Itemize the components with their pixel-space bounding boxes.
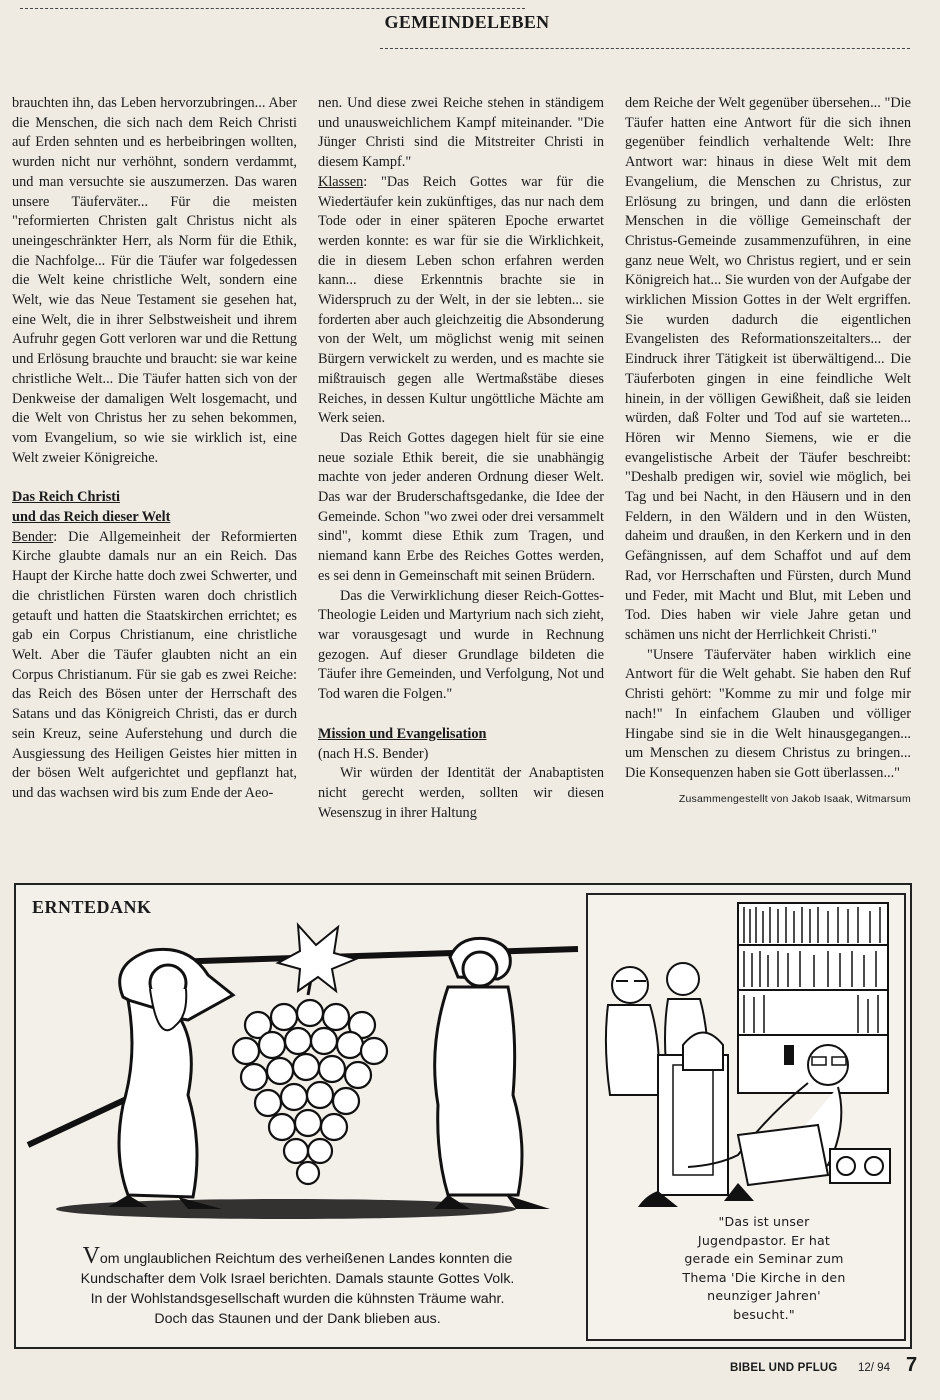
drop-cap: V [82, 1243, 100, 1269]
section-title: GEMEINDELEBEN [384, 12, 550, 32]
caption-line: Thema 'Die Kirche in den [682, 1269, 846, 1285]
paragraph-text: : Die Allgemeinheit der Reformierten Kirche glaubte damals nur an ein Reich. Das Haupt der Kirche hatte doch zwei Schwerter, und die christlichen Fürsten waren doch christlich getauft und hatten die Staatskirchen errichtet; es gab ein Corpus Christianum, eine christliche Welt. Aber die Täufer glaubten nicht an ein Corpus Christianum. Für sie gab es zwei Reiche: das Reich des Bösen unter der Herrschaft des Satans und das Königreich Christi, das er durch sein Kreuz, seine Auferstehung und durch die Ausgiessung des Heiligen Geistes hier mitten in der bösen Welt aufgerichtet und gepflanzt hat, und das wachsen wird bis zum Ende der Aeo- [12, 528, 297, 801]
caption-line: Doch das Staunen und der Dank blieben aus. [154, 1311, 441, 1327]
paragraph: brauchten ihn, das Leben hervorzubringen... Aber die Menschen, die sich nach dem Reich Christi auf Erden sehnten und es herbeibringen wollten, wurden nicht nur verhöhnt, sondern verdammt, und man versuchte sie auszumerzen. Das waren unsere Täuferväter... Für die meisten "reformierten Christen galt Christus nicht als uneingeschränkter Herr, als Norm für die Ethik, die Nachfolge... Für die Täufer war folgedessen die Welt keine christliche Welt, sondern eine Welt, wie das Neue Testament sie gesehen hat, eine Welt, die in ihrer Selbstweisheit und ihrem Aufruhr gegen Gott verloren war und die Rettung und Erlösung brauchte und braucht: sie war keine christliche Welt... Die Täufer hatten sich von der Denkweise der damaligen Welt losgemacht, und die Welt von Christus her zu sehen bekommen, vom Evangelium, so wie sie wirklich ist, eine Welt zweier Königreiche. [12, 95, 297, 466]
page-footer [730, 1354, 920, 1384]
section-subheading: (nach H.S. Bender) [318, 745, 429, 762]
page-number: 7 [906, 1354, 918, 1376]
caption-line: neunziger Jahren' [707, 1288, 821, 1303]
section-header [0, 0, 940, 60]
paragraph: nen. Und diese zwei Reiche stehen in ständigem und unausweichlichem Kampf miteinander. "Die Jünger Christi sind die Mitstreiter Christi in diesem Kampf." [318, 95, 604, 171]
text-column-3 [625, 94, 911, 809]
paragraph: Das die Verwirklichung dieser Reich-Gottes-Theologie Leiden und Martyrium nach sich zieht, war vorausgesagt und wurde in Rechnung gezogen. Auf dieser Grundlage bildeten die Täufer ihre Gemeinden, und Verfolgung, Not und Tod waren die Folgen." [318, 587, 604, 703]
section-heading-reich-christi: Das Reich Christi [12, 489, 121, 506]
caption-line: Jugendpastor. Er hat [697, 1232, 831, 1248]
caption-line: Kundschafter dem Volk Israel berichten. Damals staunte Gottes Volk. [80, 1271, 515, 1287]
header-rule-top [20, 8, 525, 9]
paragraph: dem Reiche der Welt gegenüber übersehen... "Die Täufer hatten eine Antwort für die sich ihnen gegenüber feindlich verhaltende Welt: Ihre Antwort war: hinaus in diese Welt mit dem Evangelium, die Menschen zu Christus, zur Erlösung zu bringen, und dann die erlösten Menschen in die völlige Gemeinschaft der Christus-Gemeinde zusammenzuführen, in eine ganz neue Welt, wo Christus regiert, und er sein Königreich hat... Sie wurden von der Aufgabe der wirklichen Mission Gottes in der Welt ergriffen. Sie wurden dadurch die eigentlichen Evangelisten des Reformationszeitalters... der Eindruck ihrer Tätigkeit ist überwältigend... Die Täuferboten gingen in eine feindliche Welt hinein, in der völligen Gewißheit, daß sie leiden würden, daß Folter und Tod auf sie warteten... Hören wir Menno Siemens, wie er die evangelistische Arbeit der Täufer beschreibt: "Deshalb predigen wir, soviel wie möglich, bei Tag und bei Nacht, in den Häusern und in den Feldern, in den Wäldern und in den Wüsten, daheim und draußen, in den Kerkern und in den Gefängnissen, auf dem Schaffot und auf dem Rad, vor Herrschaften und Fürsten, durch Mund und Feder, mit Macht und Blut, mit Leben und Tod. Dies haben wir viele Jahre getan und schämen uns nicht der Herrlichkeit Christi." [625, 95, 911, 643]
section-heading-reich-welt: und das Reich dieser Welt [12, 509, 171, 526]
paragraph: "Unsere Täuferväter haben wirklich eine Antwort für die Welt gehabt. Sie haben den Ruf Christi gehört: "Komme zu mir und folge mir nach!" In einfachem Glauben und völliger Hingabe sind sie in die Welt hinausgegangen... um Menschen zu diesem Christus zu bringen... Die Konsequenzen haben sie Gott überlassen..." [625, 646, 911, 781]
magazine-name: BIBEL UND PFLUG [730, 1362, 838, 1374]
header-rule-bottom [380, 48, 910, 49]
section-heading-mission: Mission und Evangelisation [318, 725, 487, 742]
youth-pastor-cartoon [588, 895, 904, 1213]
paragraph-gap [12, 468, 297, 488]
paragraph: Wir würden der Identität der Anabaptisten nicht gerecht werden, sollten wir diesen Wesenszug in ihrer Haltung [318, 765, 604, 821]
text-column-2 [318, 94, 604, 823]
paragraph-text: : "Das Reich Gottes war für die Wiedertäufer kein zukünftiges, das nur nach dem Tode oder in einer späteren Epoche erwartet werden konnte: es war für sie die Wirklichkeit, die in diesem Leben schon erfahren werden kann... diese Erkenntnis brachte sie in Widerspruch zu der Welt, in der sie lebten... sie forderten aber auch gleichzeitig die Absonderung von der Welt, um möglichst wenig mit seinen Bürgern verwickelt zu werden, und es machte sie mißtrauisch gegen alle Wertmaßstäbe dieses Reiches, in dessen Kultur ungöttliche Mächte am Werk seien. [318, 173, 604, 427]
comic-title: ERNTEDANK [32, 897, 152, 917]
caption-line: In der Wohlstandsgesellschaft wurden die kühnsten Träume wahr. [90, 1291, 505, 1307]
author-credit: Zusammengestellt von Jakob Isaak, Witmarsum [678, 792, 911, 805]
speaker-name: Klassen [318, 173, 364, 190]
cartoon-caption [640, 1213, 888, 1324]
paragraph: Das Reich Gottes dagegen hielt für sie eine neue soziale Ethik bereit, die sie unabhängig machte von jeder anderen Ordnung dieser Welt. Das war der Bruderschaftsgedanke, die Idee der Gemeinde. Schon "wo zwei oder drei versammelt sind", kommt diese Ethik zum Tragen, und niemand kann Erbe des Reiches Gottes werden, es sei denn in Gemeinschaft mit seinen Brüdern. [318, 429, 604, 584]
caption-line: gerade ein Seminar zum [684, 1251, 844, 1266]
paragraph-gap [318, 705, 604, 725]
caption-line: "Das ist unser [718, 1214, 810, 1229]
caption-line: besucht." [733, 1306, 795, 1322]
comic-caption-left [40, 1243, 555, 1329]
caption-text: om unglaublichen Reichtum des verheißenen Landes konnten die [99, 1251, 513, 1267]
speaker-name: Bender [12, 528, 54, 545]
paragraph-bender [12, 528, 297, 804]
text-column-1 [12, 94, 297, 804]
caption-line [40, 1243, 555, 1269]
paragraph-klassen [318, 173, 604, 429]
spies-grape-illustration [18, 905, 580, 1235]
issue-number: 12/ 94 [858, 1362, 890, 1374]
